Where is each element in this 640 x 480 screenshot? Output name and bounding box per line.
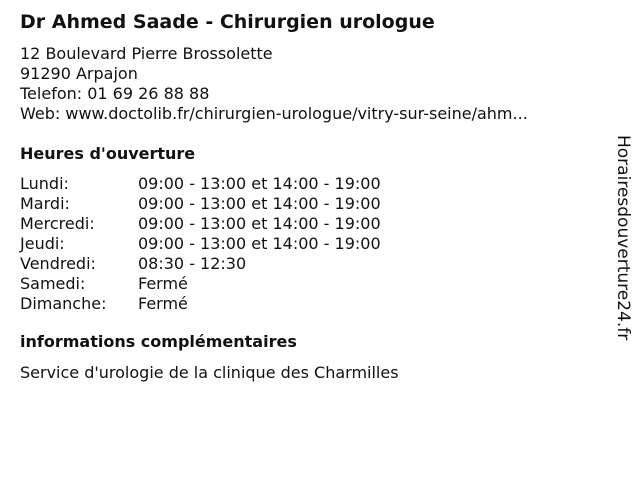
hours-row-saturday: [20, 274, 610, 294]
day-label: Jeudi:: [20, 234, 65, 253]
day-label: Mercredi:: [20, 214, 95, 233]
hours-value: Fermé: [138, 294, 188, 313]
street-address: 12 Boulevard Pierre Brossolette: [20, 44, 273, 63]
phone-number[interactable]: Telefon: 01 69 26 88 88: [20, 84, 210, 103]
hours-row-monday: [20, 174, 610, 194]
additional-info-heading: informations complémentaires: [20, 332, 297, 351]
hours-row-thursday: [20, 234, 610, 254]
hours-row-wednesday: [20, 214, 610, 234]
day-label: Vendredi:: [20, 254, 96, 273]
city-postal-code: 91290 Arpajon: [20, 64, 138, 83]
additional-info-text: Service d'urologie de la clinique des Charmilles: [20, 363, 399, 382]
site-watermark: Horairesdouverture24.fr: [613, 135, 633, 341]
hours-row-sunday: [20, 294, 610, 314]
hours-value: 09:00 - 13:00 et 14:00 - 19:00: [138, 194, 381, 213]
address-block: [20, 44, 610, 124]
day-label: Lundi:: [20, 174, 69, 193]
hours-value: 08:30 - 12:30: [138, 254, 247, 273]
opening-hours-table: [20, 174, 610, 314]
hours-row-friday: [20, 254, 610, 274]
website-link[interactable]: Web: www.doctolib.fr/chirurgien-urologue/vitry-sur-seine/ahm...: [20, 104, 528, 123]
opening-hours-heading: Heures d'ouverture: [20, 144, 196, 163]
hours-value: 09:00 - 13:00 et 14:00 - 19:00: [138, 214, 381, 233]
hours-value: 09:00 - 13:00 et 14:00 - 19:00: [138, 174, 381, 193]
hours-value: 09:00 - 13:00 et 14:00 - 19:00: [138, 234, 381, 253]
day-label: Samedi:: [20, 274, 86, 293]
hours-row-tuesday: [20, 194, 610, 214]
day-label: Dimanche:: [20, 294, 107, 313]
page-title: Dr Ahmed Saade - Chirurgien urologue: [20, 11, 435, 33]
hours-value: Fermé: [138, 274, 188, 293]
business-card: [20, 10, 610, 383]
day-label: Mardi:: [20, 194, 70, 213]
